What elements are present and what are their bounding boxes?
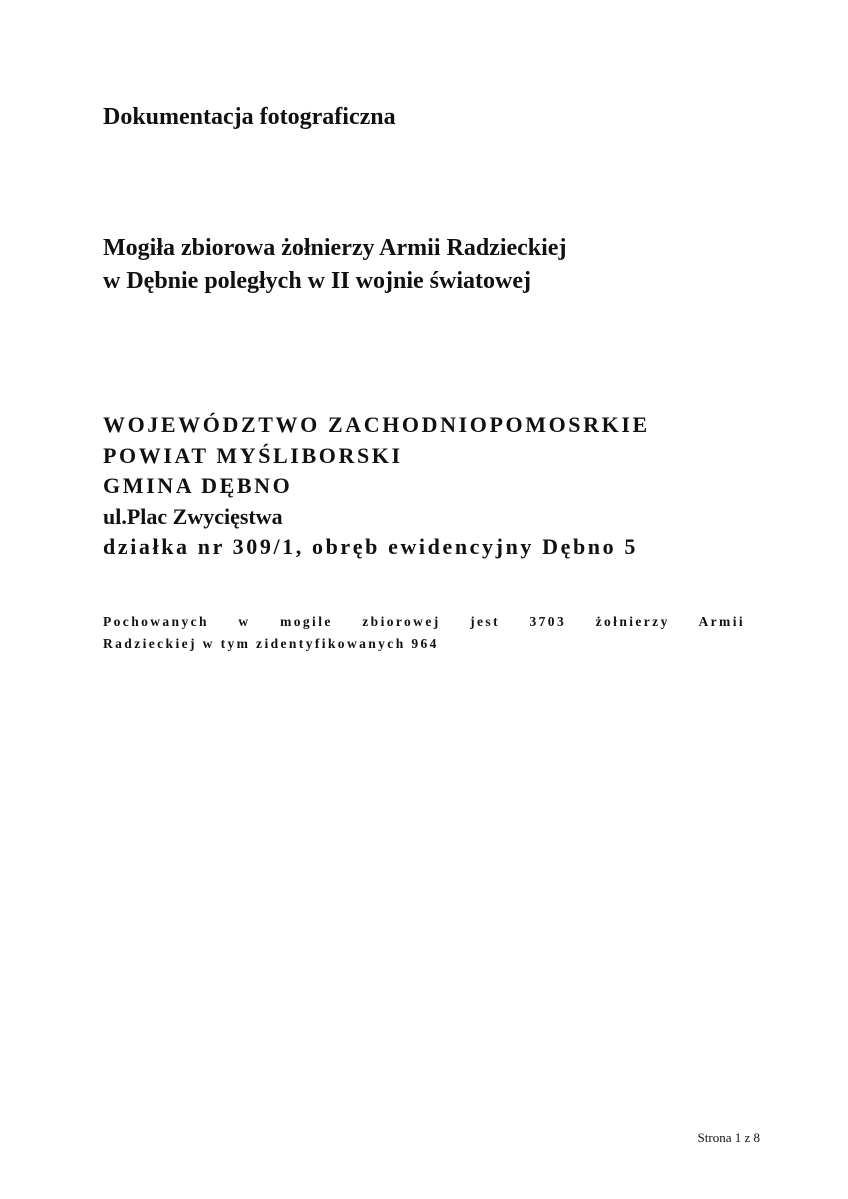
- street: ul.Plac Zwycięstwa: [103, 503, 283, 529]
- burial-info-paragraph: [103, 611, 745, 655]
- memorial-heading: [103, 232, 566, 298]
- heading-line: Mogiła zbiorowa żołnierzy Armii Radzieckiej: [103, 235, 567, 261]
- paragraph-line: Pochowanych w mogile zbiorowej jest 3703 żołnierzy Armii: [103, 614, 745, 629]
- heading-line: w Dębnie poległych w II wojnie światowej: [103, 268, 531, 294]
- plot-number: działka nr 309/1, obręb ewidencyjny Dębno 5: [103, 534, 638, 559]
- voivodeship: WOJEWÓDZTWO ZACHODNIOPOMOSRKIE: [103, 412, 650, 437]
- county: POWIAT MYŚLIBORSKI: [103, 442, 403, 468]
- commune: GMINA DĘBNO: [103, 473, 293, 498]
- document-title: Dokumentacja fotograficzna: [103, 104, 396, 130]
- page-number: Strona 1 z 8: [697, 1130, 760, 1145]
- paragraph-line: Radzieckiej w tym zidentyfikowanych 964: [103, 636, 439, 651]
- address-block: [103, 410, 650, 563]
